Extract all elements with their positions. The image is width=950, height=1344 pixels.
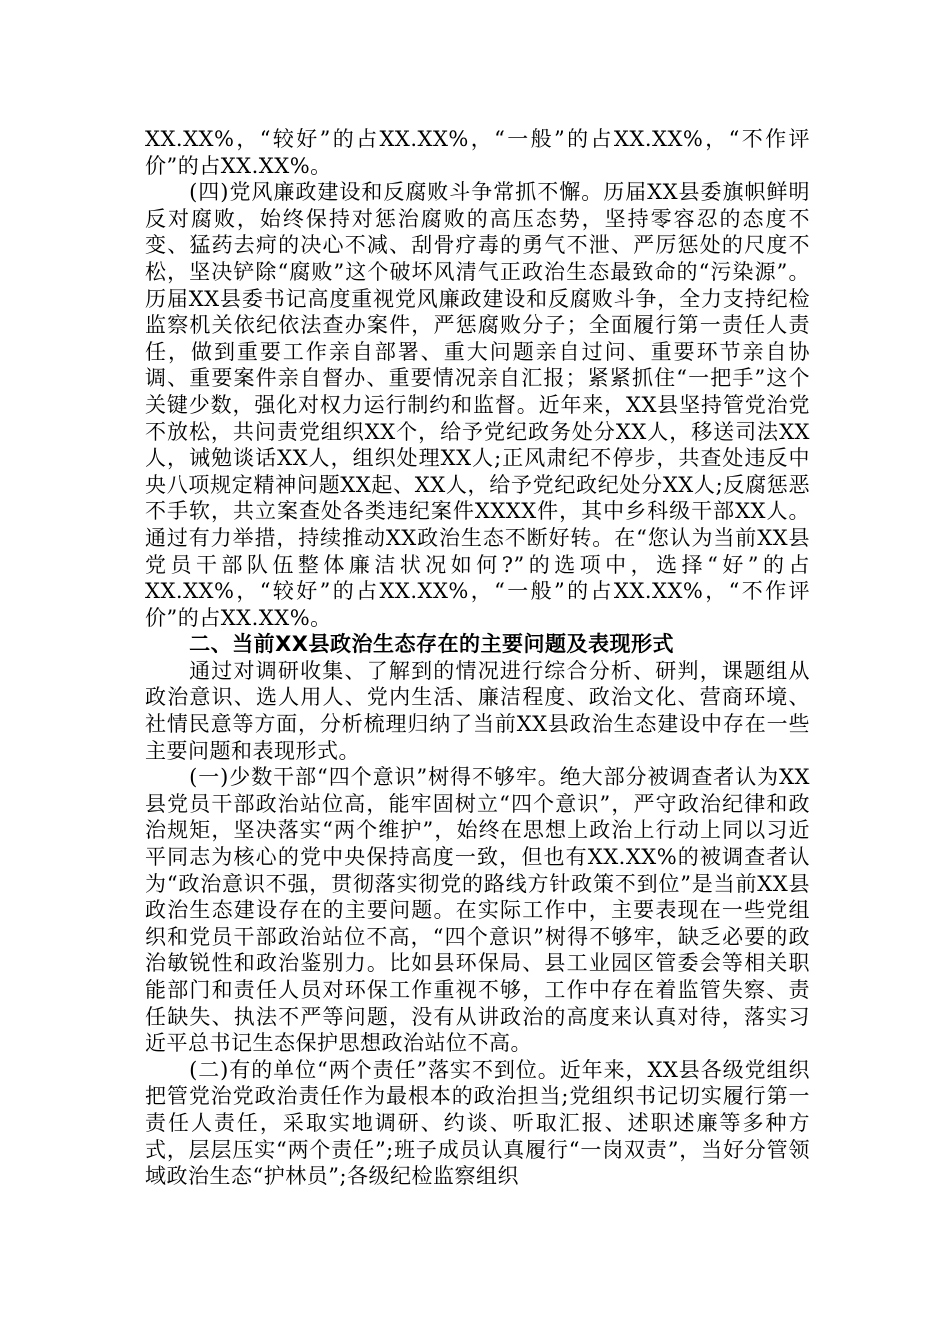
paragraph-four-consciousness: (一)少数干部“四个意识”树得不够牢。绝大部分被调查者认为XX县党员干部政治站位高，能牢固树立“四个意识”，严守政治纪律和政治规矩，坚决落实“两个维护”，始终在思想上政治上行动上同以习近平同志为核心的党中央保持高度一致，但也有XX.XX%的被调查者认为“政治意识不强，贯彻落实彻党的路线方针政策不到位”是当前XX县政治生态建设存在的主要问题。在实际工作中，主要表现在一些党组织和党员干部政治站位不高，“四个意识”树得不够牢，缺乏必要的政治敏锐性和政治鉴别力。比如县环保局、县工业园区管委会等相关职能部门和责任人员对环保工作重视不够，工作中存在着监管失察、责任缺失、执法不严等问题，没有从讲政治的高度来认真对待，落实习近平总书记生态保护思想政治站位不高。	[145, 765, 810, 1056]
paragraph-survey-result-continued: XX.XX%，“较好”的占XX.XX%，“一般”的占XX.XX%，“不作评价”的占XX.XX%。	[145, 127, 810, 178]
paragraph-two-responsibilities: (二)有的单位“两个责任”落实不到位。近年来，XX县各级党组织把管党治党政治责任作为最根本的政治担当;党组织书记切实履行第一责任人责任，采取实地调研、约谈、听取汇报、述职述廉等多种方式，层层压实“两个责任”;班子成员认真履行“一岗双责”，当好分管领域政治生态“护林员”;各级纪检监察组织	[145, 1057, 810, 1189]
document-page	[145, 126, 810, 1190]
section-heading-main-problems: 二、当前XX县政治生态存在的主要问题及表现形式	[189, 632, 674, 657]
paragraph-anti-corruption: (四)党风廉政建设和反腐败斗争常抓不懈。历届XX县委旗帜鲜明反对腐败，始终保持对惩治腐败的高压态势，坚持零容忍的态度不变、猛药去疴的决心不减、刮骨疗毒的勇气不泄、严厉惩处的尺度不松，坚决铲除“腐败”这个破坏风清气正政治生态最致命的“污染源”。历届XX县委书记高度重视党风廉政建设和反腐败斗争，全力支持纪检监察机关依纪依法查办案件，严惩腐败分子；全面履行第一责任人责任，做到重要工作亲自部署、重大问题亲自过问、重要环节亲自协调、重要案件亲自督办、重要情况亲自汇报；紧紧抓住“一把手”这个关键少数，强化对权力运行制约和监督。近年来，XX县坚持管党治党不放松，共问责党组织XX个，给予党纪政务处分XX人，移送司法XX人，诫勉谈话XX人，组织处理XX人;正风肃纪不停步，共查处违反中央八项规定精神问题XX起、XX人，给予党纪政纪处分XX人;反腐惩恶不手软，共立案查处各类违纪案件XXXX件，其中乡科级干部XX人。通过有力举措，持续推动XX政治生态不断好转。在“您认为当前XX县党员干部队伍整体廉洁状况如何?”的选项中，选择“好”的占XX.XX%，“较好”的占XX.XX%，“一般”的占XX.XX%，“不作评价”的占XX.XX%。	[145, 180, 810, 630]
paragraph-analysis-intro: 通过对调研收集、了解到的情况进行综合分析、研判，课题组从政治意识、选人用人、党内生活、廉洁程度、政治文化、营商环境、社情民意等方面，分析梳理归纳了当前XX县政治生态建设中存在一些主要问题和表现形式。	[145, 658, 810, 763]
